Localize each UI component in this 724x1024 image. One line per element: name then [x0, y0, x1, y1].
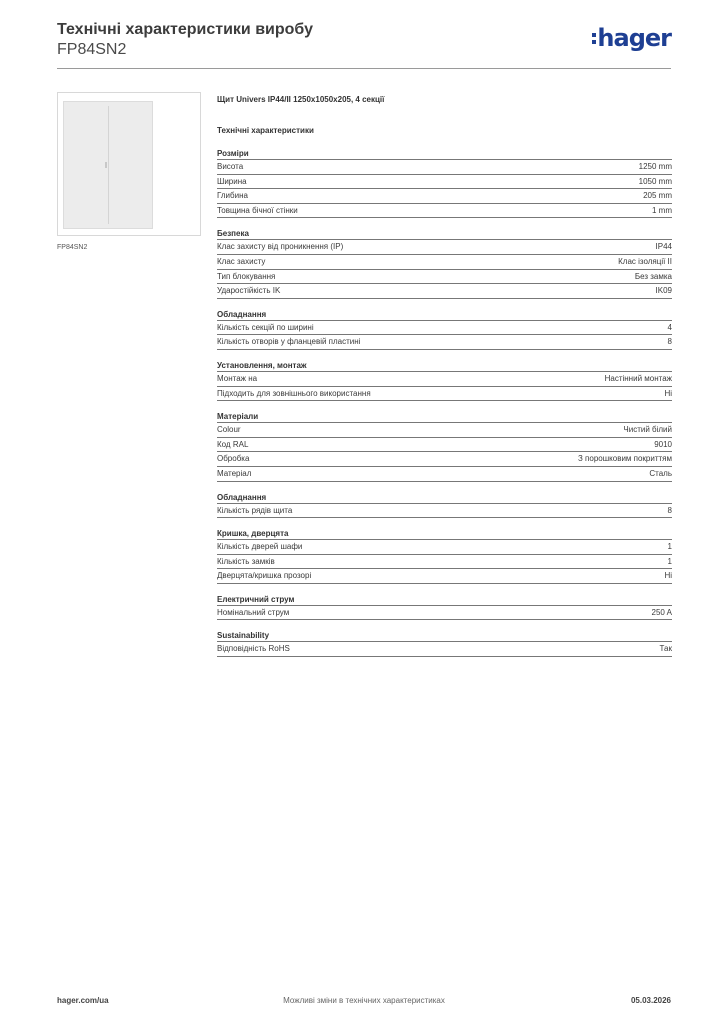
logo-dots-icon	[592, 33, 596, 44]
image-caption: FP84SN2	[57, 244, 88, 251]
spec-row	[217, 642, 672, 657]
spec-row	[217, 335, 672, 350]
hager-logo	[592, 26, 671, 50]
spec-label: Кількість рядів щита	[217, 505, 293, 515]
spec-row	[217, 240, 672, 255]
spec-group-title: Електричний струм	[217, 593, 672, 606]
spec-row	[217, 160, 672, 175]
spec-label: Ширина	[217, 176, 247, 186]
document-footer	[57, 996, 671, 1010]
spec-row	[217, 569, 672, 584]
spec-value: IK09	[655, 286, 672, 296]
spec-value: Настінний монтаж	[604, 373, 672, 383]
document-header	[57, 20, 671, 60]
spec-group-title: Матеріали	[217, 410, 672, 423]
spec-value: IP44	[655, 242, 672, 252]
spec-row	[217, 270, 672, 285]
footer-disclaimer: Можливі зміни в технічних характеристиках	[283, 996, 445, 1005]
spec-value: З порошковим покриттям	[578, 454, 672, 464]
spec-value: Ні	[664, 388, 672, 398]
spec-group-title: Розміри	[217, 147, 672, 160]
door-split-line	[108, 106, 109, 224]
spec-row	[217, 284, 672, 299]
spec-label: Глибина	[217, 191, 248, 201]
spec-group-title: Sustainability	[217, 629, 672, 642]
spec-value: Так	[659, 644, 672, 654]
spec-row	[217, 204, 672, 219]
header-divider	[57, 68, 671, 69]
spec-row	[217, 504, 672, 519]
spec-label: Дверцята/кришка прозорі	[217, 571, 312, 581]
spec-group-title: Кришка, дверцята	[217, 527, 672, 540]
spec-label: Кількість отворів у фланцевій пластині	[217, 337, 361, 347]
spec-group-title: Установлення, монтаж	[217, 359, 672, 372]
spec-value: 205 mm	[643, 191, 672, 201]
spec-value: 1050 mm	[638, 176, 672, 186]
spec-group-title: Обладнання	[217, 308, 672, 321]
spec-row	[217, 189, 672, 204]
spec-groups	[217, 147, 672, 657]
product-image	[57, 92, 201, 236]
spec-row	[217, 321, 672, 336]
spec-label: Colour	[217, 425, 241, 435]
spec-value: Чистий білий	[623, 425, 672, 435]
spec-row	[217, 387, 672, 402]
spec-label: Матеріал	[217, 468, 252, 478]
spec-section-title: Технічні характеристики	[217, 126, 314, 135]
spec-label: Ударостійкість IK	[217, 286, 281, 296]
spec-value: Сталь	[649, 468, 672, 478]
spec-row	[217, 467, 672, 482]
spec-row	[217, 255, 672, 270]
spec-value: 1	[667, 542, 672, 552]
spec-label: Монтаж на	[217, 373, 258, 383]
door-handle-icon	[105, 162, 107, 168]
product-code: FP84SN2	[57, 41, 127, 58]
spec-group-title: Обладнання	[217, 491, 672, 504]
spec-label: Кількість секцій по ширині	[217, 322, 314, 332]
spec-group-title: Безпека	[217, 227, 672, 240]
spec-label: Тип блокування	[217, 271, 276, 281]
spec-row	[217, 423, 672, 438]
spec-value: 250 A	[651, 607, 672, 617]
footer-date: 05.03.2026	[630, 996, 671, 1005]
spec-label: Обробка	[217, 454, 250, 464]
spec-label: Відповідність RoHS	[217, 644, 290, 654]
spec-value: 9010	[654, 439, 672, 449]
spec-value: 1 mm	[652, 205, 672, 215]
product-name: Щит Univers IP44/II 1250x1050x205, 4 секції	[217, 95, 385, 104]
spec-label: Кількість замків	[217, 556, 275, 566]
spec-value: Без замка	[634, 271, 672, 281]
spec-table	[217, 92, 672, 657]
spec-row	[217, 372, 672, 387]
spec-value: 4	[667, 322, 672, 332]
spec-label: Висота	[217, 162, 244, 171]
spec-value: Ні	[664, 571, 672, 581]
logo-text: hager	[597, 24, 671, 52]
cabinet-illustration	[63, 101, 153, 229]
spec-value: 8	[667, 505, 672, 515]
spec-value: 1	[667, 556, 672, 566]
spec-value: 1250 mm	[638, 162, 672, 171]
spec-label: Товщина бічної стінки	[217, 205, 298, 215]
spec-label: Клас захисту від проникнення (IP)	[217, 242, 344, 252]
spec-row	[217, 452, 672, 467]
spec-row	[217, 540, 672, 555]
spec-value: Клас ізоляції II	[618, 256, 672, 266]
spec-row	[217, 175, 672, 190]
spec-label: Код RAL	[217, 439, 249, 449]
spec-value: 8	[667, 337, 672, 347]
footer-website[interactable]: hager.com/ua	[57, 996, 109, 1005]
spec-label: Клас захисту	[217, 256, 266, 266]
spec-label: Підходить для зовнішнього використання	[217, 388, 371, 398]
spec-row	[217, 555, 672, 570]
document-title: Технічні характеристики виробу	[57, 21, 313, 38]
spec-label: Кількість дверей шафи	[217, 542, 303, 552]
spec-label: Номінальний струм	[217, 607, 290, 617]
spec-row	[217, 606, 672, 621]
spec-row	[217, 438, 672, 453]
